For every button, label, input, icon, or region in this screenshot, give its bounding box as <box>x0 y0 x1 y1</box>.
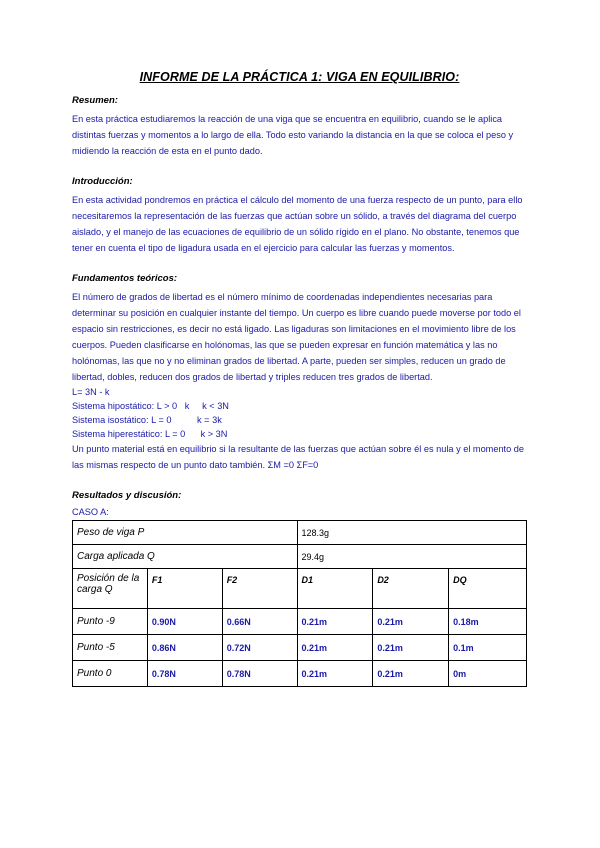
fundamentos-heading: Fundamentos teóricos: <box>72 273 178 284</box>
carga-row <box>73 545 527 569</box>
col-header-d2: D2 <box>373 569 449 609</box>
cell-f1: 0.78N <box>147 661 222 687</box>
cell-d2: 0.21m <box>373 661 449 687</box>
resultados-heading: Resultados y discusión: <box>72 490 182 501</box>
cell-dq: 0m <box>449 661 527 687</box>
peso-label: Peso de viga P <box>73 521 298 545</box>
col-header-dq: DQ <box>449 569 527 609</box>
table-row <box>73 609 527 635</box>
cell-d2: 0.21m <box>373 635 449 661</box>
peso-value: 128.3g <box>297 521 527 545</box>
cell-dq: 0.1m <box>449 635 527 661</box>
cell-f1: 0.90N <box>147 609 222 635</box>
row-label: Punto -5 <box>73 635 148 661</box>
sistema-hipostatico: Sistema hipostático: L > 0 k k < 3N <box>72 401 229 411</box>
col-header-f1: F1 <box>147 569 222 609</box>
peso-row <box>73 521 527 545</box>
results-table <box>72 520 527 687</box>
introduccion-heading: Introducción: <box>72 176 133 187</box>
cell-f2: 0.72N <box>222 635 297 661</box>
resumen-heading: Resumen: <box>72 95 118 106</box>
table-row <box>73 635 527 661</box>
cell-f2: 0.78N <box>222 661 297 687</box>
row-label: Punto -9 <box>73 609 148 635</box>
document-page <box>72 70 527 687</box>
sistema-isostatico: Sistema isostático: L = 0 k = 3k <box>72 415 222 425</box>
equilibrio-text: Un punto material está en equilibrio si la resultante de las fuerzas que actúan sobre él es nula y el momento de las mismas respecto de un punto dato también. ΣM =0 ΣF=0 <box>72 444 524 470</box>
cell-f1: 0.86N <box>147 635 222 661</box>
row-label: Punto 0 <box>73 661 148 687</box>
cell-f2: 0.66N <box>222 609 297 635</box>
fundamentos-text: El número de grados de libertad es el número mínimo de coordenadas independientes necesarias para determinar su posición en cualquier instante del tiempo. Un cuerpo es libre cuando puede moverse por todo el espacio sin restricciones, es decir no está ligado. Las ligaduras son limitaciones en el movimiento libre de los cuerpos. Pueden clasificarse en holónomas, las que se pueden expresar en función matemática y las no holónomas, las que no y no eliminan grados de libertad. A parte, pueden ser simples, reducen un grado de libertad, dobles, reducen dos grados de libertad y triples reducen tres grados de libertad. <box>72 292 521 382</box>
table-row <box>73 661 527 687</box>
carga-value: 29.4g <box>297 545 527 569</box>
resumen-text: En esta práctica estudiaremos la reacción de una viga que se encuentra en equilibrio, cuando se le aplica distintas fuerzas y momentos a lo largo de ella. Todo esto variando la distancia en la que se coloca el peso y midiendo la reacción de esta en el punto dado. <box>72 114 514 156</box>
cell-d1: 0.21m <box>297 609 373 635</box>
cell-d1: 0.21m <box>297 661 373 687</box>
cell-d1: 0.21m <box>297 635 373 661</box>
sistema-hiperestatico: Sistema hiperestático: L = 0 k > 3N <box>72 429 228 439</box>
report-title: INFORME DE LA PRÁCTICA 1: VIGA EN EQUILIBRIO: <box>139 70 460 84</box>
cell-d2: 0.21m <box>373 609 449 635</box>
caso-label: CASO A: <box>72 507 109 517</box>
col-header-f2: F2 <box>222 569 297 609</box>
col-header-posicion: Posición de la carga Q <box>73 569 148 609</box>
carga-label: Carga aplicada Q <box>73 545 298 569</box>
cell-dq: 0.18m <box>449 609 527 635</box>
introduccion-text: En esta actividad pondremos en práctica el cálculo del momento de una fuerza respecto de un punto, para ello necesitaremos la representación de las fuerzas que actúan sobre un sólido, a través del diagrama del cuerpo aislado, y el manejo de las ecuaciones de equilibrio de un sólido rígido en el plano. No obstante, tenemos que tener en cuenta el tipo de ligadura usada en el ejercicio para calcular las fuerzas y momentos. <box>72 195 523 253</box>
col-header-d1: D1 <box>297 569 373 609</box>
formula-line: L= 3N - k <box>72 387 110 397</box>
table-header-row <box>73 569 527 609</box>
